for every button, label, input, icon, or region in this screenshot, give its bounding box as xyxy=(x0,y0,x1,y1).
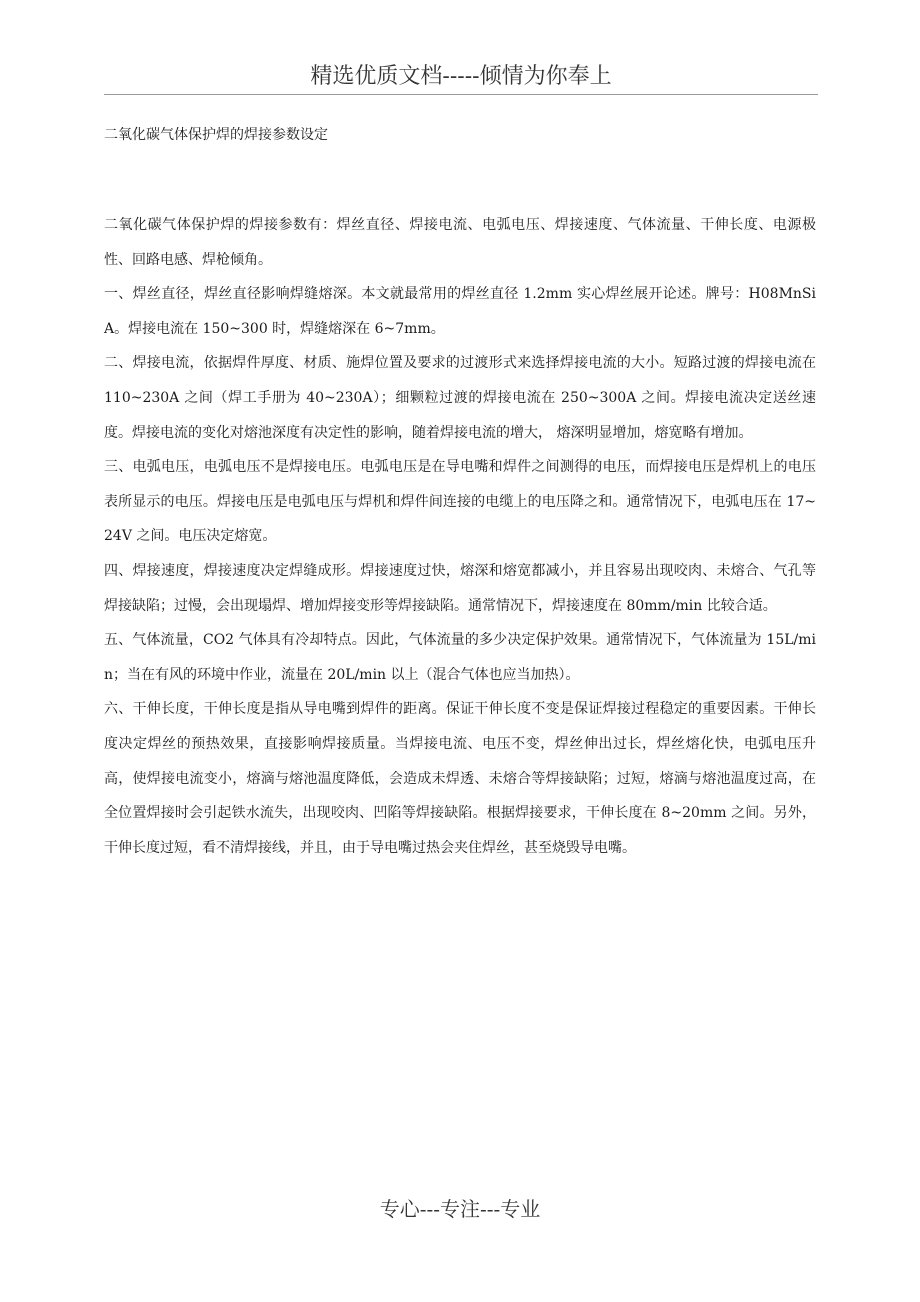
paragraph-arc-voltage: 三、电弧电压，电弧电压不是焊接电压。电弧电压是在导电嘴和焊件之间测得的电压，而焊接电压是焊机上的电压表所显示的电压。焊接电压是电弧电压与焊机和焊件间连接的电缆上的电压降之和。通常情况下，电弧电压在 17~24V 之间。电压决定熔宽。 xyxy=(104,459,816,545)
document-title: 二氧化碳气体保护焊的焊接参数设定 xyxy=(104,127,328,143)
paragraph-welding-current: 二、焊接电流，依据焊件厚度、材质、施焊位置及要求的过渡形式来选择焊接电流的大小。短路过渡的焊接电流在 110~230A 之间（焊工手册为 40~230A）；细颗粒过渡的焊接电流在 250~300A 之间。焊接电流决定送丝速度。焊接电流的变化对熔池深度有决定性的影响，随着焊接电流的增大， 熔深明显增加，熔宽略有增加。 xyxy=(104,355,816,441)
paragraph-stick-out-length: 六、干伸长度，干伸长度是指从导电嘴到焊件的距离。保证干伸长度不变是保证焊接过程稳定的重要因素。干伸长度决定焊丝的预热效果，直接影响焊接质量。当焊接电流、电压不变，焊丝伸出过长，焊丝熔化快，电弧电压升高，使焊接电流变小，熔滴与熔池温度降低，会造成未焊透、未熔合等焊接缺陷；过短，熔滴与熔池温度过高，在全位置焊接时会引起铁水流失，出现咬肉、凹陷等焊接缺陷。根据焊接要求，干伸长度在 8~20mm 之间。另外，干伸长度过短，看不清焊接线，并且，由于导电嘴过热会夹住焊丝，甚至烧毁导电嘴。 xyxy=(104,701,816,856)
paragraph-intro: 二氧化碳气体保护焊的焊接参数有：焊丝直径、焊接电流、电弧电压、焊接速度、气体流量、干伸长度、电源极性、回路电感、焊枪倾角。 xyxy=(104,217,816,268)
page-footer: 专心---专注---专业 xyxy=(379,1197,541,1221)
document-body xyxy=(104,208,816,865)
page-header: 精选优质文档-----倾情为你奉上 xyxy=(104,60,818,95)
paragraph-welding-speed: 四、焊接速度，焊接速度决定焊缝成形。焊接速度过快，熔深和熔宽都减小，并且容易出现咬肉、未熔合、气孔等焊接缺陷；过慢，会出现塌焊、增加焊接变形等焊接缺陷。通常情况下，焊接速度在 80mm/min 比较合适。 xyxy=(104,562,816,614)
paragraph-wire-diameter: 一、焊丝直径，焊丝直径影响焊缝熔深。本文就最常用的焊丝直径 1.2mm 实心焊丝展开论述。牌号：H08MnSiA。焊接电流在 150~300 时，焊缝熔深在 6~7mm。 xyxy=(104,286,816,337)
paragraph-gas-flow: 五、气体流量，CO2 气体具有冷却特点。因此，气体流量的多少决定保护效果。通常情况下，气体流量为 15L/min；当在有风的环境中作业，流量在 20L/min 以上（混合气体也应当加热）。 xyxy=(104,632,816,683)
